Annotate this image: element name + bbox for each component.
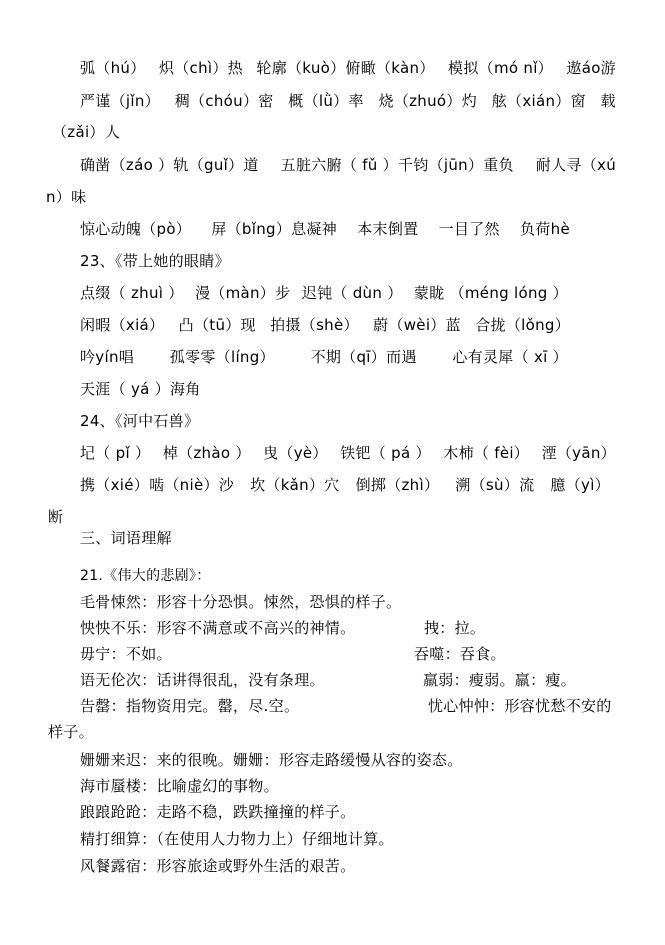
- definition-row: 毋宁：不如。: [80, 645, 172, 663]
- word-item: 合拢（lǒng）: [475, 316, 570, 334]
- word-item: 坎（kǎn）穴: [250, 476, 340, 494]
- word-item: 迟钝（ dùn ）: [301, 284, 403, 302]
- lesson-24-row-1: [80, 443, 616, 463]
- word-item: 木柿（ fèi）: [443, 444, 530, 462]
- word-item: 携（xié）啮（niè）沙: [80, 476, 235, 494]
- definition-row-continued: 样子。: [48, 723, 94, 741]
- word-item: 吟yín唱: [80, 348, 135, 366]
- lesson-23-row-3: [80, 347, 568, 367]
- word-item: 棹（zhào ）: [162, 444, 251, 462]
- pinyin-line-2-continued: （zǎi）人: [52, 123, 121, 141]
- word-item: 蔚（wèi）蓝: [373, 316, 461, 334]
- definition-row: 踉踉跄跄：走路不稳，跌跌撞撞的样子。: [80, 803, 356, 821]
- word-item: 烧（zhuó）灼: [378, 92, 477, 110]
- lesson-24-title: 24、《河中石兽》: [80, 412, 200, 430]
- word-item: 本末倒置: [357, 220, 419, 238]
- word-item: 不期（qī）而遇: [310, 348, 417, 366]
- definition-row: 羸弱：瘦弱。羸：瘦。: [423, 671, 577, 689]
- definition-row: 风餐露宿：形容旅途或野外生活的艰苦。: [80, 857, 356, 875]
- lesson-23-row-1: [80, 283, 568, 303]
- word-item: 倒掷（zhì）: [355, 476, 440, 494]
- word-item: 弧（hú）: [80, 59, 146, 77]
- definition-row: 拽：拉。: [424, 619, 486, 637]
- word-item: 惊心动魄（pò）: [80, 220, 192, 238]
- word-item: 概（lǜ）率: [288, 92, 364, 110]
- word-item: 孤零零（líng）: [169, 348, 275, 366]
- lesson-24-row-2-continued: 断: [48, 508, 64, 526]
- word-item: 屏（bǐng）息凝神: [211, 220, 338, 238]
- pinyin-line-4: [80, 219, 570, 239]
- word-item: 臆（yì）: [550, 476, 610, 494]
- definition-row: 告罄：指物资用完。罄，尽.空。: [80, 697, 300, 715]
- word-item: 炽（chì）热: [158, 59, 243, 77]
- lesson-24-row-2: [80, 475, 610, 495]
- lesson-23-row-4: 天涯（ yá ）海角: [80, 380, 201, 398]
- definition-row: 语无伦次：话讲得很乱，没有条理。: [80, 671, 325, 689]
- word-item: 点缀（ zhuì ）: [80, 284, 184, 302]
- word-item: 确凿（záo ）轨（guǐ）道: [80, 156, 259, 174]
- lesson-23-row-2: [80, 315, 570, 335]
- word-item: 圮（ pǐ ）: [80, 444, 151, 462]
- word-item: 铁钯（ pá ）: [340, 444, 431, 462]
- word-item: 轮廓（kuò）俯瞰（kàn）: [256, 59, 435, 77]
- word-item: 凸（tū）现: [178, 316, 256, 334]
- lesson-21-subtitle: 21.《伟大的悲剧》：: [80, 568, 211, 584]
- word-item: 曳（yè）: [263, 444, 328, 462]
- word-item: 舷（xián）窗: [491, 92, 586, 110]
- pinyin-line-2: [80, 91, 616, 111]
- word-item: 遨áo游: [566, 59, 616, 77]
- word-item: 湮（yān）: [541, 444, 616, 462]
- word-item: 漫（màn）步: [194, 284, 291, 302]
- word-item: 耐人寻（xú: [535, 156, 616, 174]
- definition-row: 毛骨悚然：形容十分恐惧。悚然，恐惧的样子。: [80, 593, 402, 611]
- word-item: 稠（chóu）密: [174, 92, 274, 110]
- word-item: 拍摄（shè）: [270, 316, 359, 334]
- definition-row: 吞噬：吞食。: [414, 645, 506, 663]
- section-3-title: 三、词语理解: [80, 529, 172, 547]
- word-item: 严谨（jǐn）: [80, 92, 160, 110]
- word-item: 心有灵犀（ xī ）: [452, 348, 568, 366]
- pinyin-line-3: [80, 155, 616, 175]
- definition-row: 忧心忡忡：形容忧愁不安的: [428, 697, 612, 715]
- word-item: 负荷hè: [520, 220, 570, 238]
- word-item: 五脏六腑（ fǔ ）千钧（jūn）重负: [280, 156, 514, 174]
- definition-row: 怏怏不乐：形容不满意或不高兴的神情。: [80, 619, 356, 637]
- pinyin-line-1: [80, 58, 616, 78]
- lesson-23-title: 23、《带上她的眼睛》: [80, 252, 230, 270]
- pinyin-line-3-continued: n）味: [46, 188, 87, 206]
- word-item: 蒙眬 （méng lóng ）: [413, 284, 568, 302]
- word-item: 模拟（mó nǐ）: [448, 59, 553, 77]
- definition-row: 姗姗来迟：来的很晚。姗姗：形容走路缓慢从容的姿态。: [80, 751, 463, 769]
- word-item: 载: [600, 92, 616, 110]
- definition-row: 海市蜃楼：比喻虚幻的事物。: [80, 777, 279, 795]
- definition-row: 精打细算：（在使用人力物力上）仔细地计算。: [80, 830, 394, 848]
- word-item: 一目了然: [438, 220, 500, 238]
- word-item: 闲暇（xiá）: [80, 316, 165, 334]
- word-item: 溯（sù）流: [455, 476, 535, 494]
